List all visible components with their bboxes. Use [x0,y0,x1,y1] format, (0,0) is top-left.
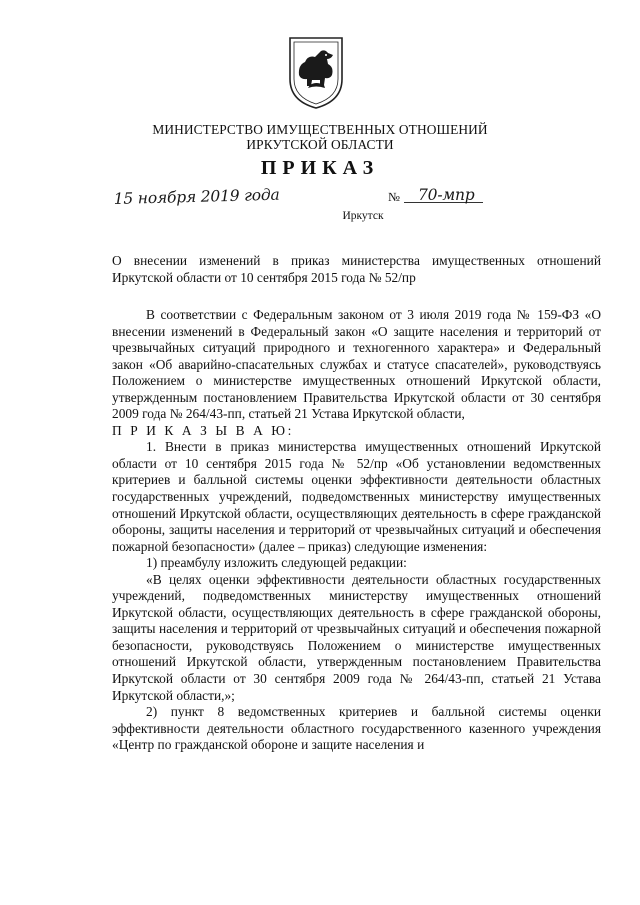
order-date: 15 ноября 2019 года [113,185,280,208]
quoted-preamble-paragraph: «В целях оценки эффективности деятельности областных государственных учреждений, подведомственных министерству имущественных отношений Иркутской области, осуществляющих деятельность в сфере гражданской обороны, защиты населения и территорий от чрезвычайных ситуаций и обеспечения пожарной безопасности, руководствуясь Положением о министерстве имущественных отношений Иркутской области, утвержденным постановлением Правительства Иркутской области от 30 сентября 2009 года № 264/43-пп, статьей 21 Устава Иркутской области,»; [112,571,601,703]
city: Иркутск [342,210,384,222]
item-1-paragraph: 1. Внести в приказ министерства имущественных отношений Иркутской области от 10 сентября 2015 года № 52/пр «Об установлении ведомственных критериев и балльной системы оценки эффективности деятельности областных государственных учреждений, подведомственных министерству имущественных отношений Иркутской области, осуществляющих деятельность в сфере гражданской обороны, защиты населения и территорий от чрезвычайных ситуаций и обеспечения пожарной безопасности» (далее – приказ) следующие изменения: [112,439,601,554]
ministry-name-line1: МИНИСТЕРСТВО ИМУЩЕСТВЕННЫХ ОТНОШЕНИЙ [152,122,488,137]
item-1-2-paragraph: 2) пункт 8 ведомственных критериев и балльной системы оценки эффективности деятельности областного государственного казенного учреждения «Центр по гражданской обороне и защите населения и [112,704,601,753]
ministry-name-line2: ИРКУТСКОЙ ОБЛАСТИ [246,137,394,152]
order-word: П Р И К А З Ы В А Ю: [112,422,294,438]
order-body [112,307,601,754]
order-number: 70-мпр [418,186,475,204]
order-subject: О внесении изменений в приказ министерства имущественных отношений Иркутской области от 10 сентября 2015 года № 52/пр [112,253,601,285]
number-sign: № [388,190,400,204]
item-1-1-paragraph: 1) преамбулу изложить следующей редакции: [146,555,407,571]
coat-of-arms-emblem [287,35,345,111]
document-type-title: ПРИКАЗ [260,157,380,179]
preamble-paragraph: В соответствии с Федеральным законом от 3 июля 2019 года № 159-ФЗ «О внесении изменений в Федеральный закон «О защите населения и территорий от чрезвычайных ситуаций природного и техногенного характера» и Федеральный закон «Об аварийно-спасательных службах и статусе спасателей», руководствуясь Положением о министерстве имущественных отношений Иркутской области, утвержденным постановлением Правительства Иркутской области от 30 сентября 2009 года № 264/43-пп, статьей 21 Устава Иркутской области, [112,307,601,422]
order-number-field [388,186,483,208]
